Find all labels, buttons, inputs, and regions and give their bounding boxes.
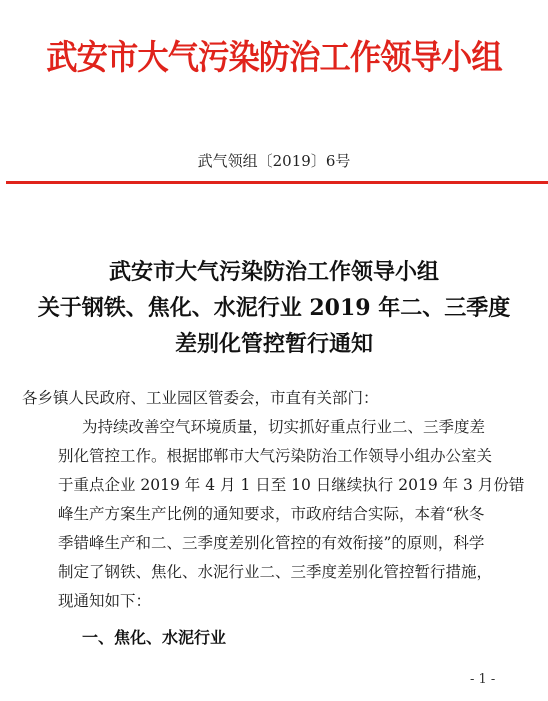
paragraph-line: 季错峰生产和二、三季度差别化管控的有效衔接”的原则，科学	[58, 534, 485, 552]
notice-title-line: 差别化管控暂行通知	[174, 331, 373, 357]
red-header-org-title: 武安市大气污染防治工作领导小组	[46, 38, 502, 78]
paragraph-line: 峰生产方案生产比例的通知要求，市政府结合实际，本着“秋冬	[58, 505, 485, 523]
salutation: 各乡镇人民政府、工业园区管委会，市直有关部门：	[22, 389, 379, 407]
paragraph-line: 制定了钢铁、焦化、水泥行业二、三季度差别化管控暂行措施，	[58, 563, 493, 581]
section-heading: 一、焦化、水泥行业	[82, 628, 227, 647]
page-number: - 1 -	[470, 672, 496, 687]
notice-body	[22, 384, 528, 616]
red-divider-rule	[6, 181, 548, 184]
paragraph-line: 为持续改善空气环境质量，切实抓好重点行业二、三季度差	[82, 418, 486, 436]
notice-title	[0, 254, 548, 362]
document-number: 武气领组〔2019〕6号	[197, 152, 351, 170]
paragraph-line: 现通知如下：	[58, 592, 152, 610]
paragraph-line: 别化管控工作。根据邯郸市大气污染防治工作领导小组办公室关	[58, 447, 493, 465]
notice-title-line: 关于钢铁、焦化、水泥行业 2019 年二、三季度	[37, 295, 511, 321]
paragraph-line: 于重点企业 2019 年 4 月 1 日至 10 日继续执行 2019 年 3 月份错	[58, 476, 525, 494]
notice-title-line: 武安市大气污染防治工作领导小组	[108, 259, 439, 285]
